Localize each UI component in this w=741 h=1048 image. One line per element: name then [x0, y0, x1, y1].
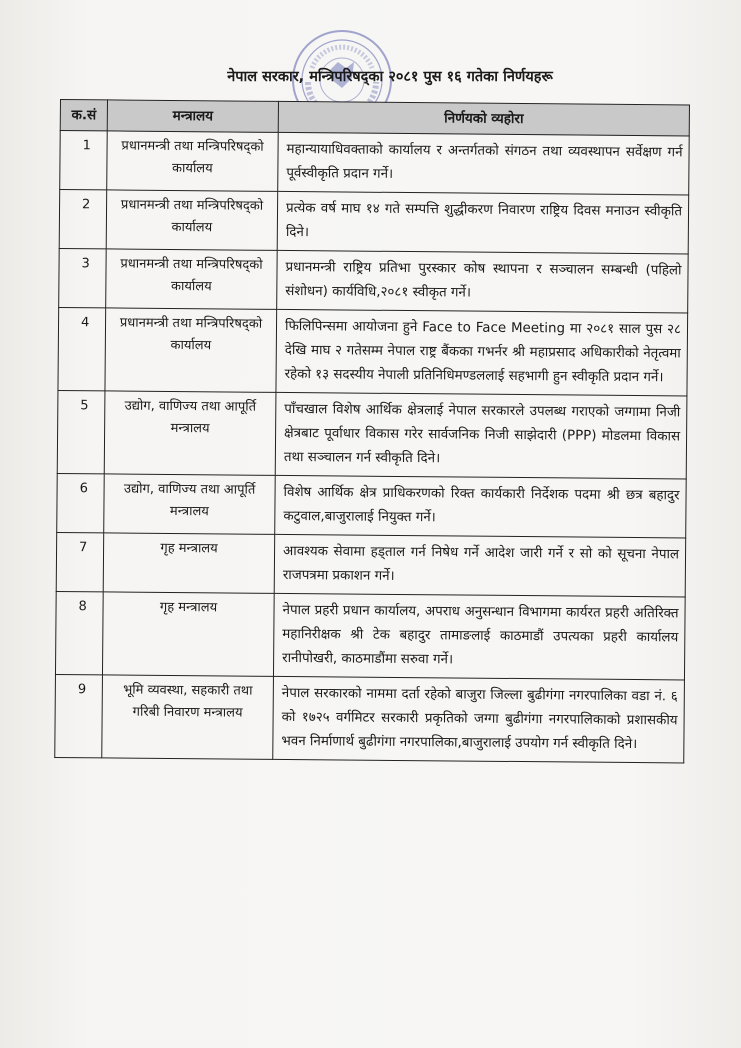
table-body: [55, 131, 689, 763]
row-serial: 2: [59, 190, 107, 249]
row-decision: आवश्यक सेवामा हड्ताल गर्न निषेध गर्ने आदेश जारी गर्ने र सो को सूचना नेपाल राजपत्रमा प्रकाशन गर्ने।: [274, 534, 685, 597]
header-decision: निर्णयको व्यहोरा: [278, 101, 689, 136]
table-row: [55, 674, 685, 762]
decisions-table: [54, 99, 690, 763]
row-ministry: गृह मन्त्रालय: [102, 592, 274, 676]
row-ministry: प्रधानमन्त्री तथा मन्त्रिपरिषद्को कार्यालय: [106, 249, 278, 309]
table-row: [55, 591, 685, 679]
row-serial: 4: [58, 307, 106, 390]
row-ministry: उद्योग, वाणिज्य तथा आपूर्ति मन्त्रालय: [104, 474, 276, 534]
row-decision: प्रत्येक वर्ष माघ १४ गते सम्पत्ति शुद्धीकरण निवारण राष्ट्रिय दिवस मनाउन स्वीकृति दिने।: [277, 191, 688, 254]
row-serial: 1: [60, 131, 108, 190]
row-serial: 6: [57, 473, 105, 532]
row-ministry: प्रधानमन्त्री तथा मन्त्रिपरिषद्को कार्यालय: [105, 308, 277, 392]
table-row: [56, 532, 685, 596]
header-serial: क.सं: [60, 100, 107, 131]
row-decision: विशेष आर्थिक क्षेत्र प्राधिकरणको रिक्त कार्यकारी निर्देशक पदमा श्री छत्र बहादुर कटुवाल,बाजुरालाई नियुक्त गर्ने।: [275, 475, 686, 538]
row-ministry: प्रधानमन्त्री तथा मन्त्रिपरिषद्को कार्यालय: [106, 190, 278, 250]
row-ministry: प्रधानमन्त्री तथा मन्त्रिपरिषद्को कार्यालय: [107, 131, 279, 191]
row-decision: महान्यायाधिवक्ताको कार्यालय र अन्तर्गतको संगठन तथा व्यवस्थापन सर्वेक्षण गर्न पूर्वस्वीकृति प्रदान गर्ने।: [278, 132, 689, 195]
row-ministry: भूमि व्यवस्था, सहकारी तथा गरिबी निवारण मन्त्रालय: [102, 675, 274, 759]
row-decision: प्रधानमन्त्री राष्ट्रिय प्रतिभा पुरस्कार कोष स्थापना र सञ्चालन सम्बन्धी (पहिलो संशोधन) कार्यविधि,२०८१ स्वीकृत गर्ने।: [277, 250, 688, 313]
table-row: [58, 307, 688, 395]
row-ministry: उद्योग, वाणिज्य तथा आपूर्ति मन्त्रालय: [104, 391, 276, 475]
row-decision: पाँचखाल विशेष आर्थिक क्षेत्रलाई नेपाल सरकारले उपलब्ध गराएको जग्गामा निजी क्षेत्रबाट पूर्वाधार विकास गरेर सार्वजनिक निजी साझेदारी (PPP) मोडलमा विकास तथा सञ्चालन गर्न स्वीकृति दिने।: [275, 392, 687, 479]
table-row: [57, 390, 687, 478]
row-serial: 7: [56, 532, 104, 591]
header-ministry: मन्त्रालय: [107, 100, 278, 132]
row-serial: 9: [55, 674, 103, 757]
row-decision: नेपाल प्रहरी प्रधान कार्यालय, अपराध अनुसन्धान विभागमा कार्यरत प्रहरी अतिरिक्त महानिरीक्षक श्री टेक बहादुर तामाङलाई काठमाडौं उपत्यका प्रहरी कार्यालय रानीपोखरी, काठमाडौंमा सरुवा गर्ने।: [273, 593, 685, 680]
row-serial: 3: [59, 248, 107, 307]
row-ministry: गृह मन्त्रालय: [103, 533, 275, 593]
row-serial: 5: [57, 390, 105, 473]
row-decision: नेपाल सरकारको नाममा दर्ता रहेको बाजुरा जिल्ला बुढीगंगा नगरपालिका वडा नं. ६ को १७२५ वर्गमिटर सरकारी प्रकृतिको जग्गा बुढीगंगा नगरपालिकाको प्रशासकीय भवन निर्माणार्थ बुढीगंगा नगरपालिका,बाजुरालाई उपयोग गर्न स्वीकृति दिने।: [273, 676, 685, 763]
table-row: [59, 248, 688, 312]
table-row: [60, 131, 689, 195]
table-row: [59, 190, 688, 254]
table-row: [57, 473, 686, 537]
page-title: नेपाल सरकार, मन्त्रिपरिषद्का २०८१ पुस १६ गतेका निर्णयहरू: [227, 69, 553, 85]
row-serial: 8: [55, 591, 103, 674]
row-decision: फिलिपिन्समा आयोजना हुने Face to Face Meeting मा २०८१ साल पुस २८ देखि माघ २ गतेसम्म नेपाल राष्ट्र बैंकका गभर्नर श्री महाप्रसाद अधिकारीको नेतृत्वमा रहेको १३ सदस्यीय नेपाली प्रतिनिधिमण्डललाई सहभागी हुन स्वीकृति प्रदान गर्ने।: [276, 309, 688, 396]
